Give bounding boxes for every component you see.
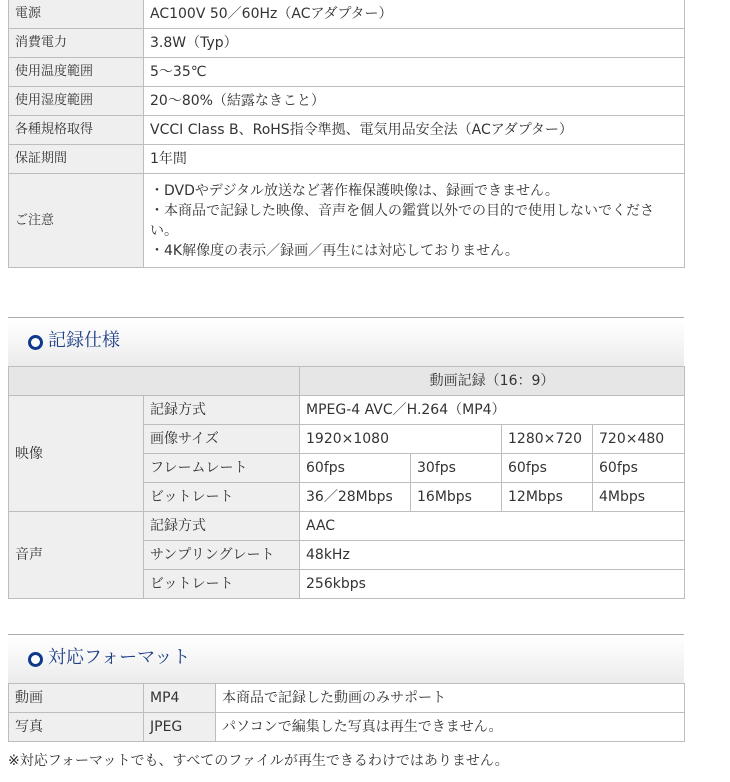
spec-row-warranty [9,145,685,174]
recording-spec-heading [8,317,684,366]
spec-value: 20～80%（結露なきこと） [144,87,685,116]
spec-value: 3.8W（Typ） [144,29,685,58]
format-note: 本商品で記録した動画のみサポート [216,684,685,713]
spec-label: 電源 [9,0,144,29]
header-blank-cell [9,367,300,396]
spec-value: VCCI Class B、RoHS指令準拠、電気用品安全法（ACアダプター） [144,116,685,145]
notes-label: ご注意 [9,174,144,268]
format-type: 動画 [9,684,144,713]
spec-label: 各種規格取得 [9,116,144,145]
spec-row-notes [9,174,685,268]
circle-bullet-icon [28,652,43,667]
spec-label: 使用温度範囲 [9,58,144,87]
row-label: ビットレート [144,570,300,599]
size-value: 1280×720 [502,425,593,454]
table-row [9,396,685,425]
spec-row-consumption [9,29,685,58]
table-row [9,684,685,713]
framerate-value: 60fps [593,454,685,483]
video-method-value: MPEG-4 AVC／H.264（MP4） [300,396,685,425]
row-label: ビットレート [144,483,300,512]
format-note: パソコンで編集した写真は再生できません。 [216,713,685,742]
circle-bullet-icon [28,335,43,350]
section-title: 記録仕様 [48,330,120,351]
format-table [8,683,685,742]
size-value: 1920×1080 [300,425,502,454]
note-line: ・DVDやデジタル放送など著作権保護映像は、録画できません。 [150,182,559,199]
row-label: サンプリングレート [144,541,300,570]
notes-value [144,174,685,268]
spec-value: 1年間 [144,145,685,174]
supported-format-heading [8,634,684,683]
bitrate-value: 16Mbps [411,483,502,512]
spec-row-power [9,0,685,29]
spec-row-temperature [9,58,685,87]
bitrate-value: 36／28Mbps [300,483,411,512]
spec-label: 消費電力 [9,29,144,58]
spec-value: AC100V 50／60Hz（ACアダプター） [144,0,685,29]
format-type: 写真 [9,713,144,742]
bitrate-value: 12Mbps [502,483,593,512]
spec-label: 保証期間 [9,145,144,174]
framerate-value: 30fps [411,454,502,483]
row-label: 画像サイズ [144,425,300,454]
spec-row-humidity [9,87,685,116]
size-value: 720×480 [593,425,685,454]
recording-spec-table [8,366,685,599]
note-line: ・本商品で記録した映像、音声を個人の鑑賞以外での目的で使用しないでください。 [150,202,654,239]
framerate-value: 60fps [300,454,411,483]
row-label: 記録方式 [144,512,300,541]
framerate-value: 60fps [502,454,593,483]
row-label: 記録方式 [144,396,300,425]
format-name: JPEG [144,713,216,742]
video-recording-header: 動画記録（16：9） [300,367,685,396]
video-group-label: 映像 [9,396,144,512]
audio-bitrate-value: 256kbps [300,570,685,599]
section-title: 対応フォーマット [48,647,191,668]
spec-label: 使用湿度範囲 [9,87,144,116]
bitrate-value: 4Mbps [593,483,685,512]
table-row [9,713,685,742]
spec-row-standards [9,116,685,145]
footnote: ※対応フォーマットでも、すべてのファイルが再生できるわけではありません。 [8,753,509,769]
spec-value: 5～35℃ [144,58,685,87]
spec-table [8,0,685,268]
row-label: フレームレート [144,454,300,483]
sampling-value: 48kHz [300,541,685,570]
audio-group-label: 音声 [9,512,144,599]
table-header-row [9,367,685,396]
table-row [9,512,685,541]
format-name: MP4 [144,684,216,713]
audio-method-value: AAC [300,512,685,541]
note-line: ・4K解像度の表示／録画／再生には対応しておりません。 [150,242,519,259]
